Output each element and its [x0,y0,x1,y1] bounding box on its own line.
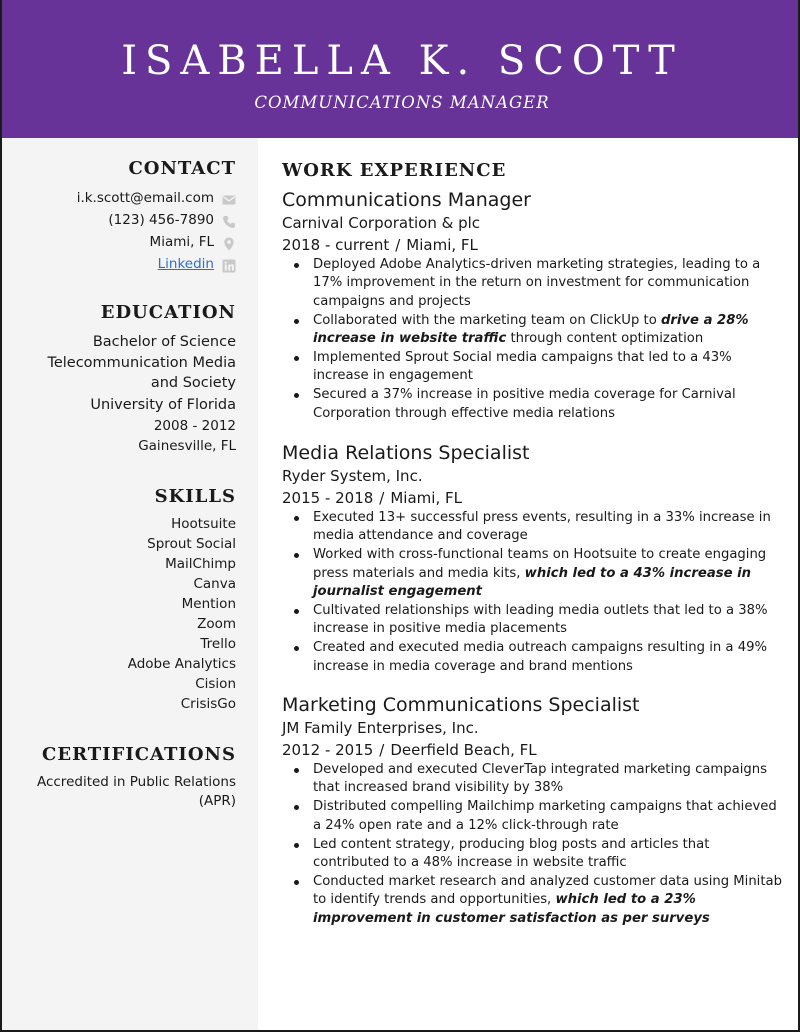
bullet-item [282,639,787,676]
skill-item: MailChimp [165,556,236,572]
job-dates: 2015 - 2018 [282,489,374,507]
education-major-line2: and Society [150,375,236,391]
candidate-name: ISABELLA K. SCOTT [121,38,683,84]
bullet-item [282,873,787,928]
bullet-dot-icon [294,393,299,398]
bullet-dot-icon [294,880,299,885]
contact-location-text: Miami, FL [149,234,214,250]
job-meta [282,487,787,509]
bullet-text: Developed and executed CleverTap integrated marketing campaigns that increased brand visibility by 38% [313,762,767,796]
contact-email[interactable] [77,190,236,206]
bullet-dot-icon [294,319,299,324]
job-bullets [282,761,787,928]
bullet-dot-icon [294,516,299,521]
skill-item: Sprout Social [147,536,236,552]
education-location: Gainesville, FL [138,438,236,454]
bullet-text: Executed 13+ successful press events, resulting in a 33% increase in media attendance and coverage [313,510,771,544]
bullet-dot-icon [294,805,299,810]
job-title: Media Relations Specialist [282,442,530,464]
job-bullets [282,256,787,423]
work-experience-heading: WORK EXPERIENCE [282,160,507,181]
bullet-text: Cultivated relationships with leading media outlets that led to a 38% increase in positive media placements [313,603,768,637]
bullet-text: Created and executed media outreach campaigns resulting in a 49% increase in media coverage and brand mentions [313,640,768,674]
header-banner [2,0,800,138]
bullet-dot-icon [294,646,299,651]
certifications-heading: CERTIFICATIONS [42,744,236,765]
job-location: Deerfield Beach, FL [390,741,537,759]
bullet-text: Conducted market research and analyzed customer data using Minitab to identify trends and opportunities, [313,873,782,908]
bullet-dot-icon [294,356,299,361]
skill-item: Cision [195,676,236,692]
bullet-highlight: which led to a 23% improvement in customer satisfaction as per surveys [313,892,710,926]
bullet-dot-icon [294,609,299,614]
contact-phone-text: (123) 456-7890 [108,212,214,228]
education-school: University of Florida [90,397,236,413]
bullet-text: Implemented Sprout Social media campaigns that led to a 43% increase in engagement [313,350,732,384]
education-years: 2008 - 2012 [153,418,236,434]
certification-line1: Accredited in Public Relations [36,774,236,790]
job-title: Communications Manager [282,189,531,211]
bullet-text: Led content strategy, producing blog posts and articles that contributed to a 48% increase in website traffic [313,836,710,871]
phone-icon [222,215,236,229]
bullet-text: Deployed Adobe Analytics-driven marketing strategies, leading to a 17% improvement in the return on investment for communication campaigns and projects [313,257,761,309]
bullet-item [282,312,787,349]
contact-phone[interactable] [108,212,236,228]
certification-line2: (APR) [198,793,236,809]
envelope-icon [222,193,236,207]
job-meta [282,234,787,256]
bullet-item [282,761,787,798]
education-major-line1: Telecommunication Media [47,355,236,371]
bullet-item [282,349,787,386]
skill-item: Trello [200,636,236,652]
location-pin-icon [222,237,236,251]
job-meta-separator: / [395,236,401,254]
job-company: Ryder System, Inc. [282,467,423,485]
education-heading: EDUCATION [100,302,236,323]
skills-heading: SKILLS [154,486,236,507]
skill-item: Canva [193,576,236,592]
job-company: JM Family Enterprises, Inc. [282,719,479,737]
bullet-item [282,602,787,639]
job-entry [282,441,787,677]
skill-item: Mention [181,596,236,612]
job-entry [282,693,787,929]
job-company: Carnival Corporation & plc [282,214,481,232]
linkedin-link[interactable]: Linkedin [157,256,214,272]
bullet-item [282,509,787,546]
bullet-highlight: which led to a 43% increase in journalist engagement [313,565,752,600]
skill-item: Zoom [197,616,236,632]
candidate-role: COMMUNICATIONS MANAGER [254,93,550,112]
bullet-item [282,836,787,873]
contact-heading: CONTACT [128,158,236,179]
education-degree: Bachelor of Science [92,334,236,350]
bullet-text: Collaborated with the marketing team on ClickUp to [313,312,661,328]
contact-email-text: i.k.scott@email.com [76,190,214,206]
job-dates: 2018 - current [282,236,390,254]
skill-item: Hootsuite [171,516,236,532]
skill-item: CrisisGo [180,696,236,712]
job-location: Miami, FL [390,489,462,507]
bullet-dot-icon [294,263,299,268]
linkedin-icon [222,259,236,273]
bullet-text: Distributed compelling Mailchimp marketing campaigns that achieved a 24% open rate and a 12% click-through rate [313,799,777,833]
contact-linkedin[interactable] [158,256,236,272]
contact-location [150,234,236,250]
job-meta-separator: / [379,741,385,759]
job-meta-separator: / [379,489,385,507]
sidebar [2,138,258,1032]
bullet-item [282,256,787,311]
job-location: Miami, FL [406,236,478,254]
job-dates: 2012 - 2015 [282,741,374,759]
bullet-highlight: drive a 28% increase in website traffic [313,312,749,347]
bullet-dot-icon [294,768,299,773]
bullet-item [282,798,787,835]
bullet-dot-icon [294,843,299,848]
bullet-text: Worked with cross-functional teams on Hootsuite to create engaging press materials and media kits, [313,547,767,581]
bullet-text: Secured a 37% increase in positive media coverage for Carnival Corporation through effective media relations [313,387,736,421]
job-meta [282,739,787,761]
bullet-text-tail: through content optimization [506,331,704,347]
bullet-dot-icon [294,553,299,558]
job-title: Marketing Communications Specialist [282,694,640,716]
job-entry [282,188,787,424]
bullet-item [282,546,787,601]
skill-item: Adobe Analytics [127,656,236,672]
job-bullets [282,509,787,676]
bullet-item [282,386,787,423]
